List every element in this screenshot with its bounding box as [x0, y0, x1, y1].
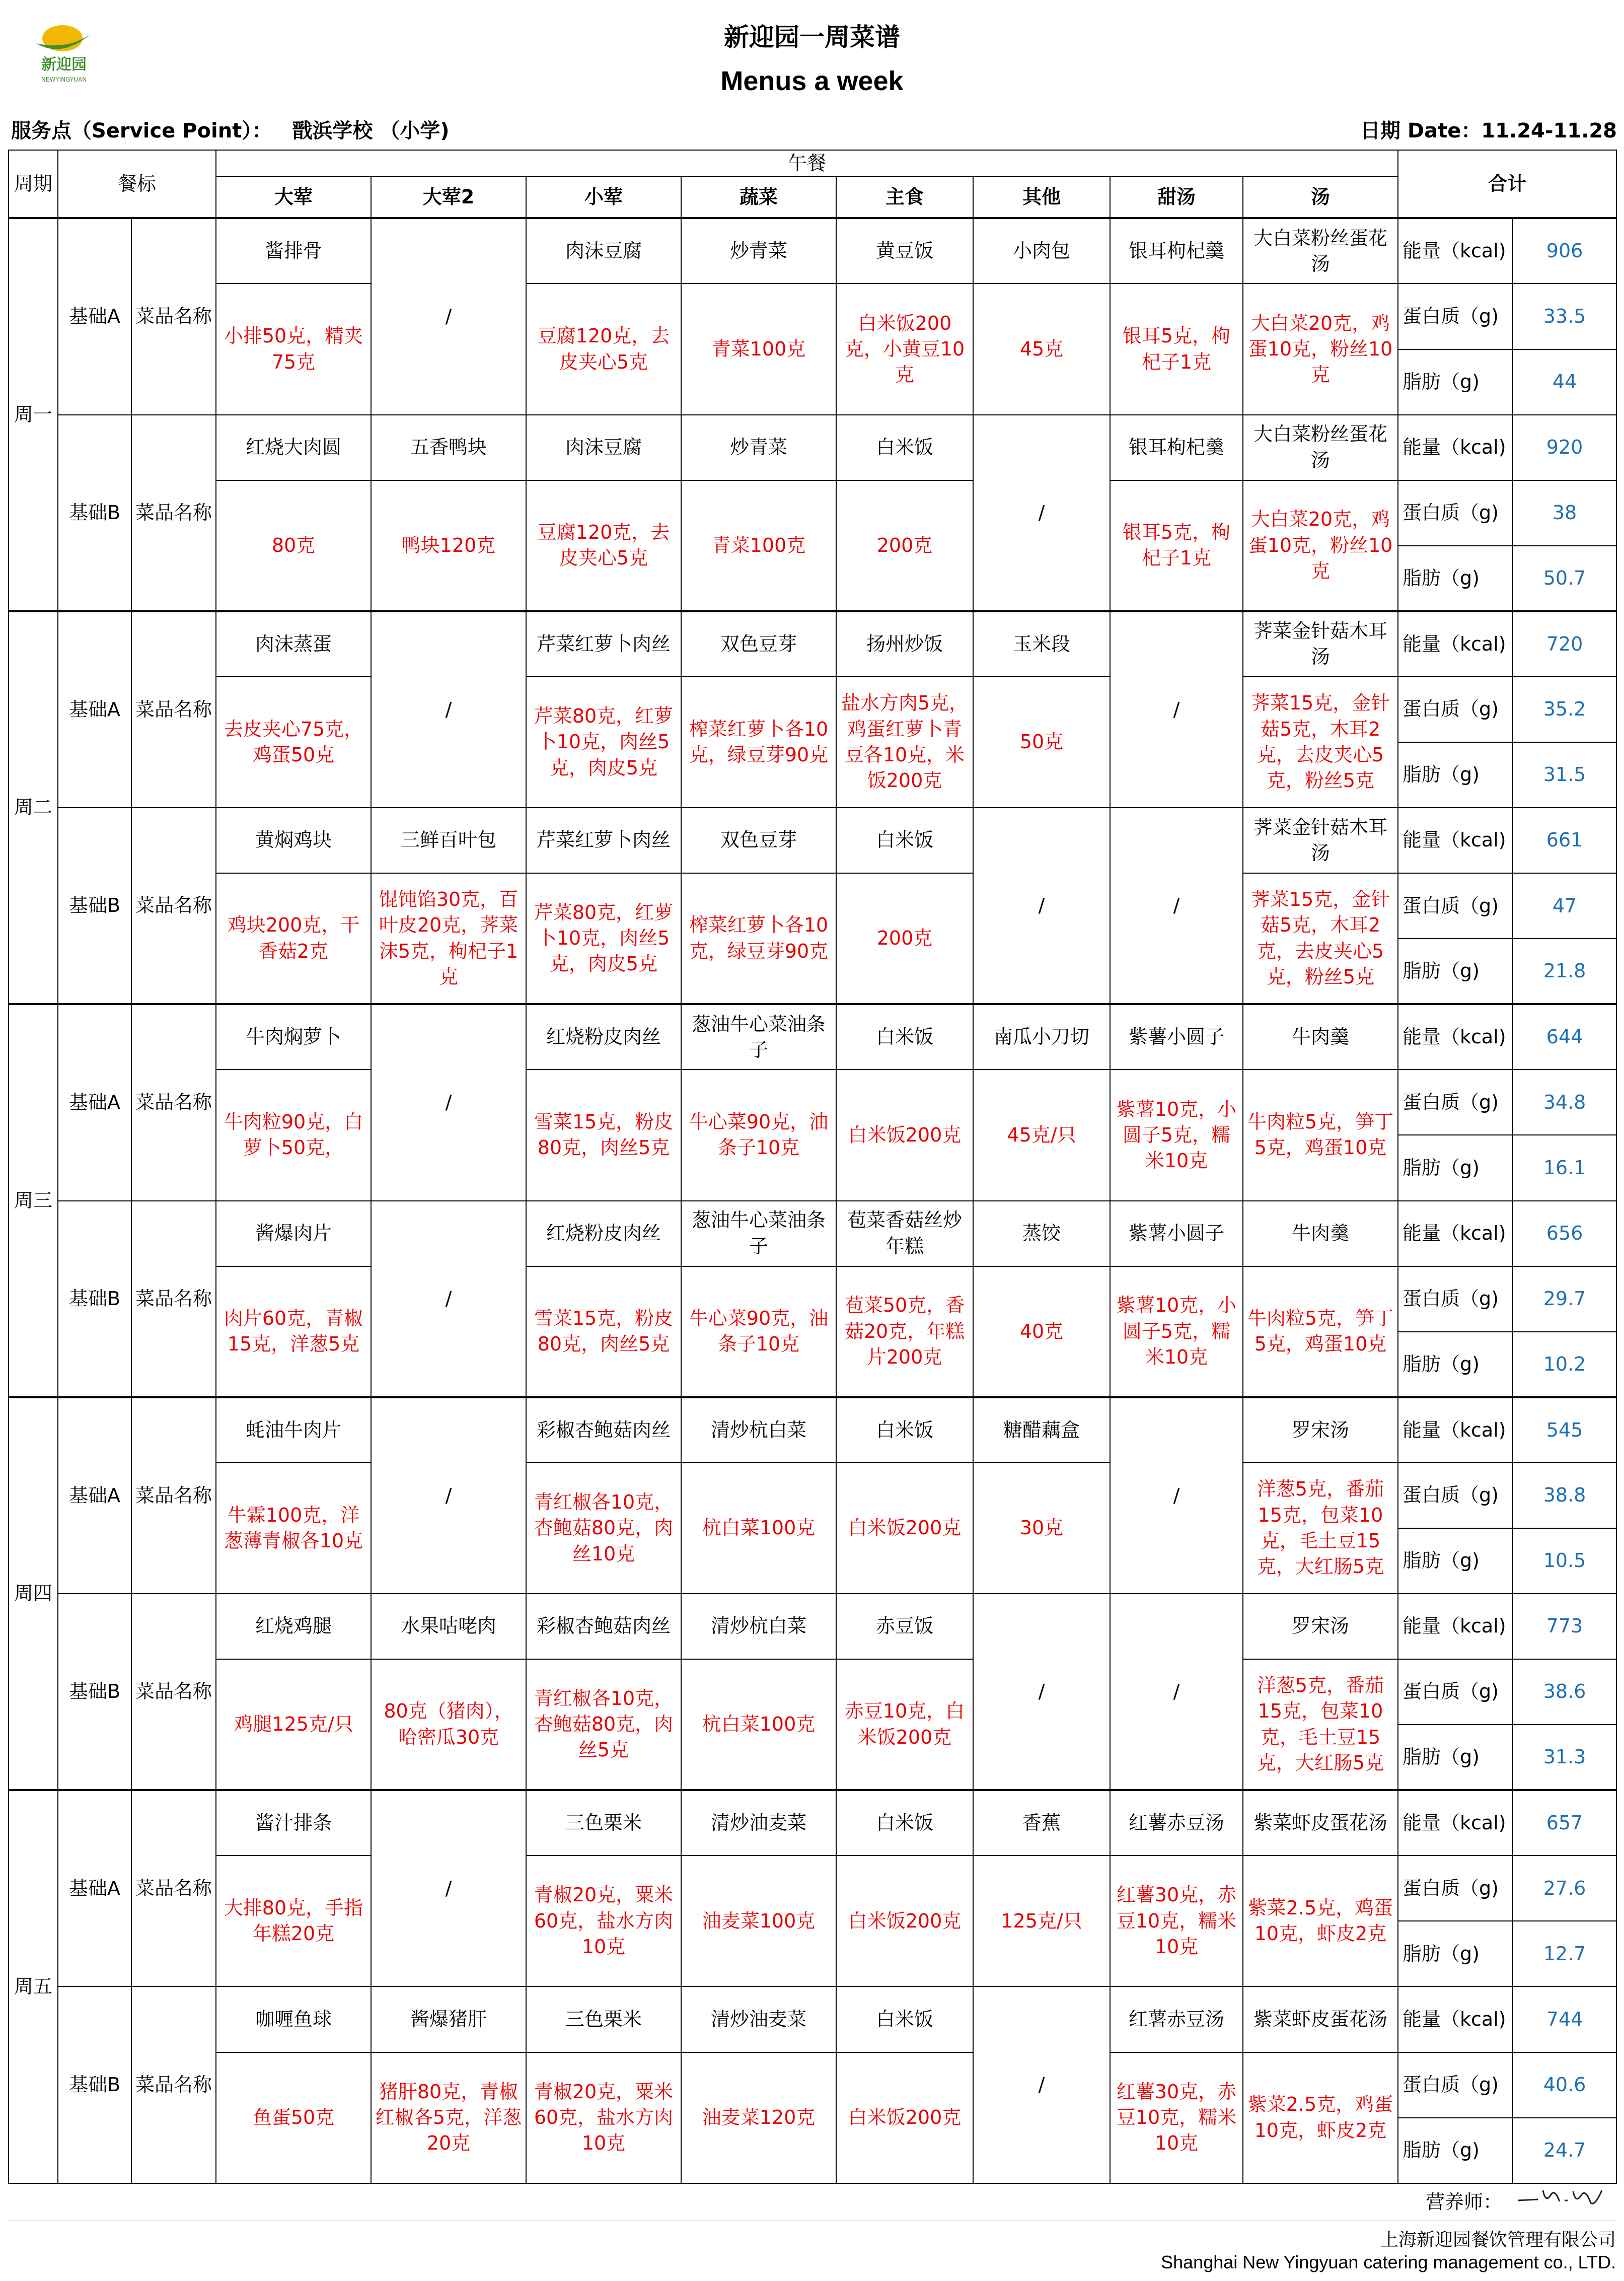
dish-ingredients: 苞菜50克，香菇20克，年糕片200克 — [836, 1266, 973, 1397]
dish-name: 糖醋藕盒 — [973, 1397, 1110, 1463]
nutrition-label: 蛋白质（g) — [1398, 1856, 1513, 1921]
dish-ingredients: 鱼蛋50克 — [216, 2052, 371, 2183]
dish-ingredients: 小排50克，精夹75克 — [216, 283, 371, 414]
dish-ingredients: 30克 — [973, 1463, 1110, 1594]
nutrition-label: 能量（kcal) — [1398, 1790, 1513, 1856]
dish-name: 牛肉羹 — [1243, 1004, 1398, 1070]
empty-slot: / — [1110, 1594, 1243, 1790]
dish-name: 南瓜小刀切 — [973, 1004, 1110, 1070]
dish-ingredients: 鸡腿125克/只 — [216, 1659, 371, 1790]
nutrition-value: 10.2 — [1513, 1332, 1616, 1397]
dish-name: 酱排骨 — [216, 218, 371, 283]
nutrition-value: 644 — [1513, 1004, 1616, 1070]
dish-name: 紫菜虾皮蛋花汤 — [1243, 1790, 1398, 1856]
dish-ingredients: 牛霖100克，洋葱薄青椒各10克 — [216, 1463, 371, 1594]
dish-ingredients: 银耳5克，枸杞子1克 — [1110, 283, 1243, 414]
dish-name: 红烧鸡腿 — [216, 1594, 371, 1659]
header-col-1: 大荤2 — [371, 177, 526, 218]
nutrition-value: 29.7 — [1513, 1266, 1616, 1332]
nutrition-value: 21.8 — [1513, 939, 1616, 1004]
nutrition-label: 脂肪（g) — [1398, 1135, 1513, 1200]
dish-name: 清炒杭白菜 — [681, 1397, 836, 1463]
meal-standard: 基础A — [58, 1004, 131, 1200]
nutrition-value: 656 — [1513, 1201, 1616, 1266]
dish-ingredients: 200克 — [836, 480, 973, 611]
dish-ingredients: 牛肉粒5克，笋丁5克，鸡蛋10克 — [1243, 1266, 1398, 1397]
dish-ingredients: 鸡块200克，干香菇2克 — [216, 873, 371, 1004]
dish-name: 荠菜金针菇木耳汤 — [1243, 808, 1398, 873]
header-week: 周期 — [9, 150, 58, 218]
service-point — [11, 115, 450, 144]
dish-ingredients: 紫菜2.5克，鸡蛋10克，虾皮2克 — [1243, 1856, 1398, 1986]
dish-name: 紫薯小圆子 — [1110, 1201, 1243, 1266]
nutrition-value: 31.5 — [1513, 742, 1616, 808]
dish-ingredients: 芹菜80克，红萝卜10克，肉丝5克，肉皮5克 — [526, 873, 681, 1004]
nutrition-value: 44 — [1513, 349, 1616, 415]
empty-slot: / — [973, 1986, 1110, 2183]
dish-ingredients: 白米饭200克 — [836, 1856, 973, 1986]
dish-name-label: 菜品名称 — [131, 611, 216, 808]
dish-ingredients: 紫菜2.5克，鸡蛋10克，虾皮2克 — [1243, 2052, 1398, 2183]
company-name-cn: 上海新迎园餐饮管理有限公司 — [1380, 2230, 1616, 2250]
dish-name: 香蕉 — [973, 1790, 1110, 1856]
dish-name: 荠菜金针菇木耳汤 — [1243, 611, 1398, 677]
nutrition-label: 脂肪（g) — [1398, 1725, 1513, 1790]
dish-name: 彩椒杏鲍菇肉丝 — [526, 1594, 681, 1659]
dish-name: 白米饭 — [836, 415, 973, 480]
dish-name: 肉沫豆腐 — [526, 415, 681, 480]
nutrition-value: 31.3 — [1513, 1725, 1616, 1790]
dish-name: 咖喱鱼球 — [216, 1986, 371, 2052]
dish-name: 酱汁排条 — [216, 1790, 371, 1856]
dish-name: 白米饭 — [836, 1397, 973, 1463]
dish-name: 水果咕咾肉 — [371, 1594, 526, 1659]
nutrition-value: 38 — [1513, 480, 1616, 546]
dish-name: 肉沫蒸蛋 — [216, 611, 371, 677]
dish-name: 红薯赤豆汤 — [1110, 1790, 1243, 1856]
dish-ingredients: 红薯30克，赤豆10克，糯米10克 — [1110, 2052, 1243, 2183]
dish-name-label: 菜品名称 — [131, 1397, 216, 1594]
dish-name: 紫薯小圆子 — [1110, 1004, 1243, 1070]
empty-slot: / — [1110, 1397, 1243, 1594]
dish-name: 银耳枸杞羹 — [1110, 415, 1243, 480]
dish-name: 三色栗米 — [526, 1986, 681, 2052]
dish-ingredients: 大白菜20克，鸡蛋10克，粉丝10克 — [1243, 283, 1398, 414]
nutrition-label: 能量（kcal) — [1398, 1594, 1513, 1659]
dish-name-label: 菜品名称 — [131, 1986, 216, 2183]
nutritionist-label: 营养师： — [1426, 2191, 1503, 2213]
dish-name: 赤豆饭 — [836, 1594, 973, 1659]
dish-name: 双色豆芽 — [681, 808, 836, 873]
dish-name: 三色栗米 — [526, 1790, 681, 1856]
meal-standard: 基础B — [58, 1986, 131, 2183]
dish-ingredients: 雪菜15克，粉皮80克，肉丝5克 — [526, 1266, 681, 1397]
nutrition-label: 能量（kcal) — [1398, 1201, 1513, 1266]
dish-name: 牛肉羹 — [1243, 1201, 1398, 1266]
dish-ingredients: 牛心菜90克，油条子10克 — [681, 1070, 836, 1200]
dish-name: 白米饭 — [836, 1790, 973, 1856]
dish-ingredients: 芹菜80克，红萝卜10克，肉丝5克，肉皮5克 — [526, 677, 681, 808]
dish-name: 罗宋汤 — [1243, 1594, 1398, 1659]
nutrition-value: 33.5 — [1513, 283, 1616, 349]
dish-ingredients: 白米饭200克，小黄豆10克 — [836, 283, 973, 414]
header-col-5: 其他 — [973, 177, 1110, 218]
header-lunch: 午餐 — [216, 150, 1398, 177]
menu-date: 日期 Date：11.24-11.28 — [1360, 119, 1617, 142]
nutrition-value: 545 — [1513, 1397, 1616, 1463]
dish-name-label: 菜品名称 — [131, 218, 216, 414]
dish-ingredients: 青红椒各10克，杏鲍菇80克，肉丝10克 — [526, 1463, 681, 1594]
nutrition-value: 38.6 — [1513, 1659, 1616, 1725]
dish-ingredients: 赤豆10克，白米饭200克 — [836, 1659, 973, 1790]
nutrition-value: 50.7 — [1513, 546, 1616, 611]
nutrition-label: 蛋白质（g) — [1398, 2052, 1513, 2118]
empty-slot: / — [371, 1201, 526, 1397]
empty-slot: / — [973, 1594, 1110, 1790]
dish-name-label: 菜品名称 — [131, 415, 216, 611]
nutrition-value: 16.1 — [1513, 1135, 1616, 1200]
nutrition-label: 脂肪（g) — [1398, 939, 1513, 1004]
dish-name: 清炒油麦菜 — [681, 1790, 836, 1856]
dish-name: 玉米段 — [973, 611, 1110, 677]
dish-ingredients: 杭白菜100克 — [681, 1659, 836, 1790]
nutrition-label: 脂肪（g) — [1398, 1921, 1513, 1986]
dish-name: 酱爆猪肝 — [371, 1986, 526, 2052]
nutrition-label: 蛋白质（g) — [1398, 873, 1513, 939]
dish-ingredients: 青菜100克 — [681, 480, 836, 611]
empty-slot: / — [371, 611, 526, 808]
service-point-label: 服务点（Service Point）： — [11, 119, 272, 142]
dish-name: 黄豆饭 — [836, 218, 973, 283]
nutrition-value: 35.2 — [1513, 677, 1616, 742]
dish-name: 葱油牛心菜油条子 — [681, 1004, 836, 1070]
dish-name: 葱油牛心菜油条子 — [681, 1201, 836, 1266]
dish-name: 大白菜粉丝蛋花汤 — [1243, 218, 1398, 283]
nutrition-value: 906 — [1513, 218, 1616, 283]
nutrition-value: 12.7 — [1513, 1921, 1616, 1986]
dish-ingredients: 杭白菜100克 — [681, 1463, 836, 1594]
dish-ingredients: 豆腐120克，去皮夹心5克 — [526, 283, 681, 414]
day-label: 周三 — [9, 1004, 58, 1397]
nutrition-label: 脂肪（g) — [1398, 1332, 1513, 1397]
dish-ingredients: 紫薯10克，小圆子5克，糯米10克 — [1110, 1070, 1243, 1200]
empty-slot: / — [973, 415, 1110, 611]
dish-name: 紫菜虾皮蛋花汤 — [1243, 1986, 1398, 2052]
dish-name: 大白菜粉丝蛋花汤 — [1243, 415, 1398, 480]
nutrition-label: 能量（kcal) — [1398, 808, 1513, 873]
weekly-menu-table — [8, 150, 1617, 2184]
dish-ingredients: 青椒20克，粟米60克，盐水方肉10克 — [526, 2052, 681, 2183]
company-name-en: Shanghai New Yingyuan catering management co., LTD. — [1161, 2252, 1616, 2272]
dish-ingredients: 白米饭200克 — [836, 2052, 973, 2183]
dish-ingredients: 大白菜20克，鸡蛋10克，粉丝10克 — [1243, 480, 1398, 611]
nutrition-value: 920 — [1513, 415, 1616, 480]
nutrition-label: 蛋白质（g) — [1398, 1070, 1513, 1135]
page-title-en: Menus a week — [720, 66, 904, 96]
dish-ingredients: 红薯30克，赤豆10克，糯米10克 — [1110, 1856, 1243, 1986]
dish-name: 肉沫豆腐 — [526, 218, 681, 283]
dish-ingredients: 牛肉粒5克，笋丁5克，鸡蛋10克 — [1243, 1070, 1398, 1200]
page-title-cn: 新迎园一周菜谱 — [724, 23, 900, 52]
nutritionist-signature — [1515, 2180, 1606, 2216]
nutrition-label: 能量（kcal) — [1398, 1986, 1513, 2052]
header-col-0: 大荤 — [216, 177, 371, 218]
nutrition-value: 773 — [1513, 1594, 1616, 1659]
empty-slot: / — [973, 808, 1110, 1004]
dish-ingredients: 荠菜15克，金针菇5克，木耳2克，去皮夹心5克，粉丝5克 — [1243, 677, 1398, 808]
dish-name: 牛肉焖萝卜 — [216, 1004, 371, 1070]
dish-ingredients: 油麦菜100克 — [681, 1856, 836, 1986]
nutrition-value: 40.6 — [1513, 2052, 1616, 2118]
dish-name-label: 菜品名称 — [131, 808, 216, 1004]
dish-ingredients: 80克 — [216, 480, 371, 611]
dish-name: 白米饭 — [836, 808, 973, 873]
nutrition-value: 24.7 — [1513, 2118, 1616, 2183]
nutrition-value: 38.8 — [1513, 1463, 1616, 1528]
dish-name: 红烧粉皮肉丝 — [526, 1004, 681, 1070]
dish-name: 红烧大肉圆 — [216, 415, 371, 480]
dish-ingredients: 白米饭200克 — [836, 1070, 973, 1200]
dish-ingredients: 雪菜15克，粉皮80克，肉丝5克 — [526, 1070, 681, 1200]
dish-ingredients: 豆腐120克，去皮夹心5克 — [526, 480, 681, 611]
header-col-2: 小荤 — [526, 177, 681, 218]
dish-ingredients: 青菜100克 — [681, 283, 836, 414]
dish-ingredients: 50克 — [973, 677, 1110, 808]
service-point-value: 戬浜学校 （小学) — [292, 119, 450, 142]
dish-name: 芹菜红萝卜肉丝 — [526, 611, 681, 677]
dish-ingredients: 青红椒各10克，杏鲍菇80克，肉丝5克 — [526, 1659, 681, 1790]
nutrition-value: 47 — [1513, 873, 1616, 939]
day-label: 周五 — [9, 1790, 58, 2183]
dish-ingredients: 馄饨馅30克，百叶皮20克，荠菜沫5克，枸杞子1克 — [371, 873, 526, 1004]
nutrition-label: 能量（kcal) — [1398, 218, 1513, 283]
dish-ingredients: 肉片60克，青椒15克，洋葱5克 — [216, 1266, 371, 1397]
dish-ingredients: 洋葱5克，番茄15克，包菜10克，毛土豆15克，大红肠5克 — [1243, 1463, 1398, 1594]
nutrition-label: 脂肪（g) — [1398, 349, 1513, 415]
dish-ingredients: 油麦菜120克 — [681, 2052, 836, 2183]
header-col-3: 蔬菜 — [681, 177, 836, 218]
dish-name: 罗宋汤 — [1243, 1397, 1398, 1463]
dish-ingredients: 洋葱5克，番茄15克，包菜10克，毛土豆15克，大红肠5克 — [1243, 1659, 1398, 1790]
nutrition-value: 720 — [1513, 611, 1616, 677]
dish-name: 黄焖鸡块 — [216, 808, 371, 873]
nutrition-label: 脂肪（g) — [1398, 546, 1513, 611]
dish-ingredients: 白米饭200克 — [836, 1463, 973, 1594]
nutrition-label: 蛋白质（g) — [1398, 1463, 1513, 1528]
logo-subtext: NEWYINGYUAN — [41, 76, 87, 83]
empty-slot: / — [371, 1790, 526, 1986]
dish-ingredients: 牛心菜90克，油条子10克 — [681, 1266, 836, 1397]
nutrition-label: 能量（kcal) — [1398, 611, 1513, 677]
header-col-6: 甜汤 — [1110, 177, 1243, 218]
nutrition-value: 10.5 — [1513, 1528, 1616, 1594]
nutrition-label: 脂肪（g) — [1398, 742, 1513, 808]
meal-standard: 基础A — [58, 218, 131, 414]
dish-name: 银耳枸杞羹 — [1110, 218, 1243, 283]
empty-slot: / — [1110, 611, 1243, 808]
dish-name: 炒青菜 — [681, 415, 836, 480]
dish-name: 红烧粉皮肉丝 — [526, 1201, 681, 1266]
meal-standard: 基础B — [58, 1594, 131, 1790]
logo-text: 新迎园 — [41, 56, 87, 74]
dish-ingredients: 银耳5克，枸杞子1克 — [1110, 480, 1243, 611]
dish-ingredients: 榨菜红萝卜各10克，绿豆芽90克 — [681, 873, 836, 1004]
header-col-4: 主食 — [836, 177, 973, 218]
nutrition-label: 能量（kcal) — [1398, 1004, 1513, 1070]
dish-name: 清炒杭白菜 — [681, 1594, 836, 1659]
nutrition-label: 蛋白质（g) — [1398, 677, 1513, 742]
dish-name: 彩椒杏鲍菇肉丝 — [526, 1397, 681, 1463]
meal-standard: 基础B — [58, 415, 131, 611]
empty-slot: / — [371, 1397, 526, 1594]
dish-name: 三鲜百叶包 — [371, 808, 526, 873]
dish-ingredients: 200克 — [836, 873, 973, 1004]
dish-name: 芹菜红萝卜肉丝 — [526, 808, 681, 873]
dish-ingredients: 125克/只 — [973, 1856, 1110, 1986]
dish-ingredients: 牛肉粒90克，白萝卜50克， — [216, 1070, 371, 1200]
nutrition-value: 34.8 — [1513, 1070, 1616, 1135]
meal-standard: 基础B — [58, 808, 131, 1004]
dish-name: 蒸饺 — [973, 1201, 1110, 1266]
dish-ingredients: 鸭块120克 — [371, 480, 526, 611]
nutrition-label: 脂肪（g) — [1398, 2118, 1513, 2183]
dish-ingredients: 45克/只 — [973, 1070, 1110, 1200]
dish-ingredients: 盐水方肉5克，鸡蛋红萝卜青豆各10克，米饭200克 — [836, 677, 973, 808]
nutrition-value: 27.6 — [1513, 1856, 1616, 1921]
dish-ingredients: 80克（猪肉），哈密瓜30克 — [371, 1659, 526, 1790]
dish-name: 白米饭 — [836, 1004, 973, 1070]
dish-name: 清炒油麦菜 — [681, 1986, 836, 2052]
meal-standard: 基础A — [58, 1397, 131, 1594]
dish-ingredients: 去皮夹心75克，鸡蛋50克 — [216, 677, 371, 808]
dish-ingredients: 大排80克，手指年糕20克 — [216, 1856, 371, 1986]
day-label: 周四 — [9, 1397, 58, 1790]
dish-name: 小肉包 — [973, 218, 1110, 283]
day-label: 周二 — [9, 611, 58, 1004]
dish-ingredients: 猪肝80克，青椒红椒各5克，洋葱20克 — [371, 2052, 526, 2183]
nutrition-value: 661 — [1513, 808, 1616, 873]
dish-name: 炒青菜 — [681, 218, 836, 283]
dish-name: 苞菜香菇丝炒年糕 — [836, 1201, 973, 1266]
nutrition-label: 蛋白质（g) — [1398, 1266, 1513, 1332]
dish-name-label: 菜品名称 — [131, 1594, 216, 1790]
dish-name-label: 菜品名称 — [131, 1201, 216, 1397]
meal-standard: 基础A — [58, 1790, 131, 1986]
nutrition-label: 能量（kcal) — [1398, 415, 1513, 480]
nutrition-label: 能量（kcal) — [1398, 1397, 1513, 1463]
nutrition-label: 蛋白质（g) — [1398, 283, 1513, 349]
dish-name: 五香鸭块 — [371, 415, 526, 480]
dish-name: 双色豆芽 — [681, 611, 836, 677]
header-total: 合计 — [1398, 150, 1616, 218]
nutrition-label: 蛋白质（g) — [1398, 1659, 1513, 1725]
empty-slot: / — [371, 218, 526, 414]
day-label: 周一 — [9, 218, 58, 611]
dish-ingredients: 紫薯10克，小圆子5克，糯米10克 — [1110, 1266, 1243, 1397]
nutrition-value: 657 — [1513, 1790, 1616, 1856]
nutrition-value: 744 — [1513, 1986, 1616, 2052]
nutrition-label: 脂肪（g) — [1398, 1528, 1513, 1594]
dish-ingredients: 40克 — [973, 1266, 1110, 1397]
dish-ingredients: 荠菜15克，金针菇5克，木耳2克，去皮夹心5克，粉丝5克 — [1243, 873, 1398, 1004]
empty-slot: / — [1110, 808, 1243, 1004]
meal-standard: 基础A — [58, 611, 131, 808]
dish-ingredients: 榨菜红萝卜各10克，绿豆芽90克 — [681, 677, 836, 808]
dish-name: 蚝油牛肉片 — [216, 1397, 371, 1463]
dish-name: 扬州炒饭 — [836, 611, 973, 677]
dish-ingredients: 青椒20克，粟米60克，盐水方肉10克 — [526, 1856, 681, 1986]
dish-name: 酱爆肉片 — [216, 1201, 371, 1266]
dish-ingredients: 45克 — [973, 283, 1110, 414]
dish-name-label: 菜品名称 — [131, 1004, 216, 1200]
dish-name: 白米饭 — [836, 1986, 973, 2052]
dish-name: 红薯赤豆汤 — [1110, 1986, 1243, 2052]
empty-slot: / — [371, 1004, 526, 1200]
dish-name-label: 菜品名称 — [131, 1790, 216, 1986]
header-col-7: 汤 — [1243, 177, 1398, 218]
meal-standard: 基础B — [58, 1201, 131, 1397]
nutrition-label: 蛋白质（g) — [1398, 480, 1513, 546]
header-meal-standard: 餐标 — [58, 150, 216, 218]
